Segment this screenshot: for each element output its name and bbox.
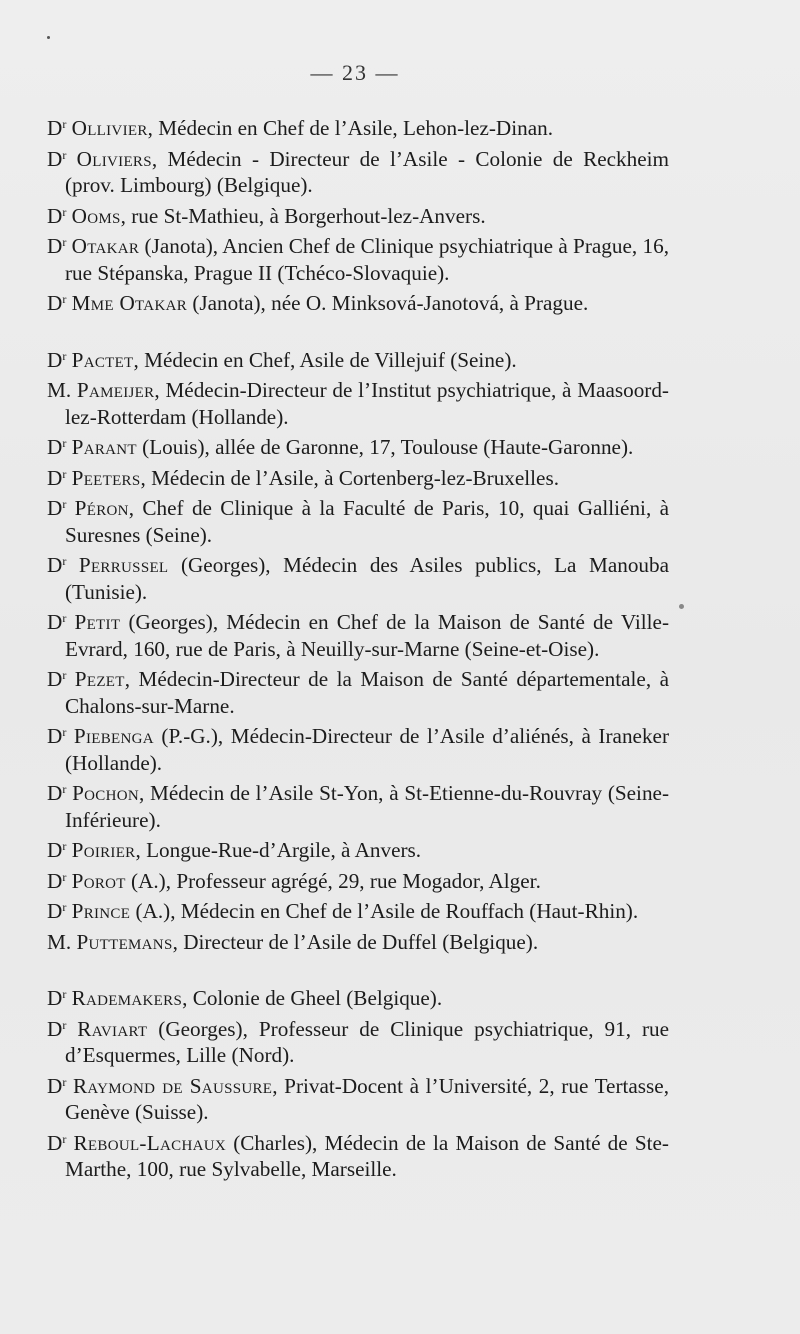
list-item: $D^r$ Piebenga (P.-G.), Médecin-Directeur de l’Asile d’aliénés, à Iraneker (Hollande).	[47, 724, 670, 775]
entry-details: , Privat-Docent à l’Université, 2, rue Tertasse, Genève (Suisse).	[65, 1073, 669, 1124]
entry-details: , Médecin de l’Asile St-Yon, à St-Etienne-du-Rouvray (Seine-Inférieure).	[65, 781, 669, 832]
list-item: $D^r$ Petit (Georges), Médecin en Chef de la Maison de Santé de Ville-Evrard, 160, rue de Paris, à Neuilly-sur-Marne (Seine-et-Oise).	[47, 610, 670, 661]
entry-name: Petit	[74, 610, 121, 634]
list-item: M. Puttemans, Directeur de l’Asile de Duffel (Belgique).	[47, 929, 539, 954]
list-item: $D^r$ Reboul-Lachaux (Charles), Médecin de la Maison de Santé de Ste-Marthe, 100, rue Sylvabelle, Marseille.	[47, 1130, 669, 1181]
entry-details: , Colonie de Gheel (Belgique).	[182, 986, 443, 1010]
entry-name: Peeters	[71, 465, 141, 490]
entry-details: , Médecin-Directeur de l’Institut psychiatrique, à Maasoord-lez-Rotterdam (Hollande).	[65, 378, 669, 429]
entry-name: Poirier	[71, 838, 136, 862]
entry-details: , Médecin en Chef, Asile de Villejuif (Seine).	[133, 347, 517, 372]
list-item: $D^r$ Otakar (Janota), Ancien Chef de Clinique psychiatrique à Prague, 16, rue Stépanska, Prague II (Tchéco-Slovaquie).	[47, 234, 669, 285]
entry-name: Otakar	[71, 234, 140, 258]
entry-name: Perrussel	[78, 553, 169, 577]
entry-name: Porot	[71, 868, 126, 893]
entry-details: (Charles), Médecin de la Maison de Santé de Ste-Marthe, 100, rue Sylvabelle, Marseille.	[65, 1130, 669, 1181]
entry-name: Reboul-Lachaux	[73, 1130, 226, 1155]
list-item: $D^r$ Porot (A.), Professeur agrégé, 29, rue Mogador, Alger.	[47, 868, 541, 893]
entry-name: Ollivier	[71, 116, 148, 140]
entry-details: (Louis), allée de Garonne, 17, Toulouse (Haute-Garonne).	[136, 435, 634, 459]
entry-details: (A.), Professeur agrégé, 29, rue Mogador, Alger.	[125, 868, 541, 893]
entry-details: (A.), Médecin en Chef de l’Asile de Rouffach (Haut-Rhin).	[130, 899, 639, 923]
scan-speck	[679, 604, 684, 609]
entry-details: (Georges), Médecin en Chef de la Maison de Santé de Ville-Evrard, 160, rue de Paris, à Neuilly-sur-Marne (Seine-et-Oise).	[65, 610, 670, 661]
list-item: $D^r$ Pezet, Médecin-Directeur de la Maison de Santé départementale, à Chalons-sur-Marne.	[47, 667, 670, 718]
list-item: $D^r$ Ollivier, Médecin en Chef de l’Asile, Lehon-lez-Dinan.	[47, 116, 553, 140]
entry-details: , Médecin en Chef de l’Asile, Lehon-lez-Dinan.	[147, 116, 553, 140]
entry-details: (Georges), Professeur de Clinique psychiatrique, 91, rue d’Esquermes, Lille (Nord).	[65, 1016, 669, 1067]
entry-name: Pochon	[72, 781, 139, 805]
entry-name: Ooms	[71, 203, 121, 228]
entry-details: , Chef de Clinique à la Faculté de Paris, 10, quai Galliéni, à Suresnes (Seine).	[65, 496, 669, 547]
entry-name: Rademakers	[71, 986, 183, 1010]
list-item: $D^r$ Péron, Chef de Clinique à la Faculté de Paris, 10, quai Galliéni, à Suresnes (Seine).	[47, 496, 669, 547]
entry-details: , Médecin de l’Asile, à Cortenberg-lez-Bruxelles.	[140, 465, 560, 490]
list-item: $D^r$ Raviart (Georges), Professeur de Clinique psychiatrique, 91, rue d’Esquermes, Lille (Nord).	[47, 1016, 669, 1067]
list-item: $D^r$ Parant (Louis), allée de Garonne, 17, Toulouse (Haute-Garonne).	[47, 435, 634, 459]
list-item: $D^r$ Ooms, rue St-Mathieu, à Borgerhout-lez-Anvers.	[47, 203, 486, 228]
entry-name: Parant	[71, 435, 137, 459]
entry-details: , Médecin-Directeur de la Maison de Santé départementale, à Chalons-sur-Marne.	[65, 667, 670, 718]
entry-name: Oliviers	[76, 146, 152, 171]
list-item: $D^r$ Pochon, Médecin de l’Asile St-Yon, à St-Etienne-du-Rouvray (Seine-Inférieure).	[47, 781, 669, 832]
entry-name: Péron	[74, 496, 129, 520]
list-item: $D^r$ Raymond de Saussure, Privat-Docent à l’Université, 2, rue Tertasse, Genève (Suisse).	[47, 1073, 669, 1124]
list-item: $D^r$ Mme Otakar (Janota), née O. Minksová-Janotová, à Prague.	[47, 291, 589, 315]
entry-details: , Médecin - Directeur de l’Asile - Colonie de Reckheim (prov. Limbourg) (Belgique).	[65, 146, 670, 197]
entry-name: Mme Otakar	[71, 291, 188, 315]
entry-name: Pactet	[71, 347, 134, 372]
entry-details: (Janota), Ancien Chef de Clinique psychiatrique à Prague, 16, rue Stépanska, Prague II (Tchéco-Slovaquie).	[65, 234, 669, 285]
entry-details: , Directeur de l’Asile de Duffel (Belgique).	[172, 929, 539, 954]
list-item: $D^r$ Oliviers, Médecin - Directeur de l’Asile - Colonie de Reckheim (prov. Limbourg) (Belgique).	[47, 146, 670, 197]
entry-details: (Georges), Médecin des Asiles publics, La Manouba (Tunisie).	[65, 553, 670, 604]
list-item: $D^r$ Peeters, Médecin de l’Asile, à Cortenberg-lez-Bruxelles.	[47, 465, 560, 490]
entry-name: Puttemans	[76, 929, 173, 954]
entry-details: , rue St-Mathieu, à Borgerhout-lez-Anvers.	[120, 203, 486, 228]
list-item: $D^r$ Rademakers, Colonie de Gheel (Belgique).	[47, 986, 443, 1010]
entry-name: Prince	[71, 899, 131, 923]
entry-details: , Longue-Rue-d’Argile, à Anvers.	[135, 838, 422, 862]
entry-name: Pameijer	[76, 378, 155, 402]
entry-name: Raviart	[77, 1016, 148, 1041]
entry-name: Raymond de Saussure	[72, 1073, 273, 1098]
section-gap	[47, 955, 669, 981]
directory-list	[47, 111, 669, 1183]
entry-details: (P.-G.), Médecin-Directeur de l’Asile d’aliénés, à Iraneker (Hollande).	[65, 724, 670, 775]
page-number: — 23 —	[310, 60, 400, 85]
scan-speck	[47, 36, 50, 39]
section-gap	[47, 317, 669, 343]
list-item: $D^r$ Poirier, Longue-Rue-d’Argile, à Anvers.	[47, 838, 422, 862]
list-item: $D^r$ Prince (A.), Médecin en Chef de l’Asile de Rouffach (Haut-Rhin).	[47, 899, 639, 923]
entry-name: Piebenga	[73, 724, 154, 748]
list-item: M. Pameijer, Médecin-Directeur de l’Institut psychiatrique, à Maasoord-lez-Rotterdam (Hollande).	[47, 378, 669, 429]
list-item: $D^r$ Pactet, Médecin en Chef, Asile de Villejuif (Seine).	[47, 347, 517, 372]
entry-details: (Janota), née O. Minksová-Janotová, à Prague.	[187, 291, 589, 315]
entry-name: Pezet	[74, 667, 125, 691]
list-item: $D^r$ Perrussel (Georges), Médecin des Asiles publics, La Manouba (Tunisie).	[47, 553, 670, 604]
